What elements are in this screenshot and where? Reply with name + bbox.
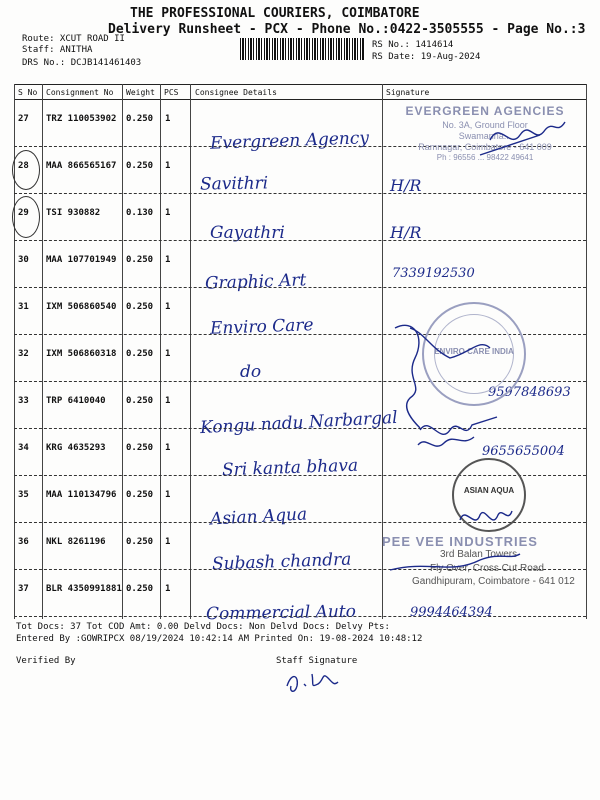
row-consignment: TRP 6410040 [46,396,106,406]
rs-date: RS Date: 19-Aug-2024 [372,52,481,62]
circle-mark [12,196,40,238]
row-pcs: 1 [165,537,171,547]
row-consignment: MAA 107701949 [46,255,117,265]
col-header-sno: S No [18,88,38,97]
signature-scribble [418,437,474,446]
row-consignee-handwritten: Enviro Care [209,315,314,339]
row-pcs: 1 [165,255,171,265]
signature-scribble [490,122,565,140]
col-divider [190,84,191,619]
row-consignee-handwritten: Graphic Art [204,270,307,294]
row-consignee-handwritten: Sri kanta bhava [221,455,359,481]
staff-signature-label: Staff Signature [276,656,358,666]
route-label: Route: XCUT ROAD II [22,34,125,44]
row-pcs: 1 [165,396,171,406]
col-divider [42,84,43,619]
col-header-consignee: Consignee Details [195,88,277,97]
table-top-rule [14,84,586,85]
row-consignee-handwritten: Subash chandra [211,549,352,575]
row-pcs: 1 [165,349,171,359]
circle-mark [12,150,40,190]
row-signature-note: 9597848693 [488,385,571,400]
company-name: THE PROFESSIONAL COURIERS, COIMBATORE [130,6,420,21]
row-consignee-handwritten: Savithri [199,173,269,195]
row-weight: 0.250 [126,396,154,406]
signature-scribble [395,325,420,428]
row-consignment: IXM 506860540 [46,302,117,312]
col-header-signature: Signature [386,88,430,97]
evergreen-stamp-line: No. 3A, Ground Floor [442,120,528,130]
row-consignee-handwritten: Evergreen Agency [209,128,370,154]
row-weight: 0.250 [126,443,154,453]
col-header-consignment: Consignment No [46,88,114,97]
signature-scribble [420,417,497,434]
row-consignment: MAA 110134796 [46,490,117,500]
signature-scribble [390,554,520,570]
pee-vee-stamp-line: 3rd Balan Towers [440,549,518,560]
staff-signature-scribble [282,666,362,694]
row-consignment: NKL 8261196 [46,537,106,547]
totals-line: Tot Docs: 37 Tot COD Amt: 0.00 Delvd Docs: Non Delvd Docs: Delvy Pts: [16,622,390,632]
row-pcs: 1 [165,302,171,312]
row-consignment: BLR 4350991881 [46,584,122,594]
row-signature-note: 7339192530 [392,266,475,281]
row-signature-note: 9655655004 [482,444,565,459]
row-weight: 0.250 [126,161,154,171]
rs-number: RS No.: 1414614 [372,40,454,50]
col-divider [122,84,123,619]
entered-by-line: Entered By :GOWRIPCX 08/19/2024 10:42:14 AM Printed On: 19-08-2024 10:48:12 [16,634,423,644]
row-consignee-handwritten: Kongu nadu Narbargal [199,407,399,439]
row-weight: 0.250 [126,302,154,312]
barcode [240,38,365,60]
row-consignment: MAA 866565167 [46,161,117,171]
row-signature-note: 9994464394 [410,605,493,620]
row-signature-note: H/R [390,223,422,242]
row-sno: 34 [18,443,29,453]
row-weight: 0.130 [126,208,154,218]
row-pcs: 1 [165,208,171,218]
row-sno: 37 [18,584,29,594]
row-weight: 0.250 [126,349,154,359]
evergreen-stamp-line: Ramnagar, Coimbatore - 641 009 [418,142,552,152]
row-consignment: TSI 930882 [46,208,101,218]
row-sno: 29 [18,208,29,218]
drs-number: DRS No.: DCJB141461403 [22,58,142,68]
row-sno: 35 [18,490,29,500]
pee-vee-stamp-line: Gandhipuram, Coimbatore - 641 012 [412,576,575,587]
runsheet-title: Delivery Runsheet - PCX - Phone No.:0422-3505555 - Page No.:3 [108,22,586,37]
col-header-pcs: PCS [164,88,179,97]
col-header-weight: Weight [126,88,155,97]
col-divider [160,84,161,619]
row-weight: 0.250 [126,490,154,500]
asian-stamp-name: ASIAN AQUA [463,486,515,495]
pee-vee-stamp-name: PEE VEE INDUSTRIES [382,534,538,549]
evergreen-stamp-name: EVERGREEN AGENCIES [405,104,565,118]
row-consignment: TRZ 110053902 [46,114,117,124]
signature-scribble [460,511,512,520]
row-weight: 0.250 [126,114,154,124]
row-sno: 33 [18,396,29,406]
row-sno: 31 [18,302,29,312]
enviro-stamp-name: ENVIRO CARE INDIA [434,347,514,356]
row-sno: 30 [18,255,29,265]
signature-scribbles [380,100,590,620]
row-weight: 0.250 [126,584,154,594]
staff-label: Staff: ANITHA [22,45,93,55]
row-consignee-handwritten: Commercial Auto [205,601,357,625]
signature-scribble [410,328,490,358]
row-pcs: 1 [165,490,171,500]
pee-vee-stamp-line: Fly Over, Cross Cut Road [430,563,544,574]
evergreen-stamp-line: Ph : 96556 ... 98422 49641 [436,153,534,162]
row-sno: 32 [18,349,29,359]
row-pcs: 1 [165,584,171,594]
row-weight: 0.250 [126,255,154,265]
row-sno: 27 [18,114,29,124]
row-consignee-handwritten: do [240,362,262,382]
evergreen-stamp-line: Swamanna... [458,131,512,141]
row-consignment: KRG 4635293 [46,443,106,453]
row-signature-note: H/R [390,176,422,195]
row-sno: 28 [18,161,29,171]
row-pcs: 1 [165,161,171,171]
row-weight: 0.250 [126,537,154,547]
row-consignee-handwritten: Gayathri [210,223,285,243]
row-consignee-handwritten: Asian Aqua [209,504,308,530]
row-pcs: 1 [165,443,171,453]
verified-by-label: Verified By [16,656,76,666]
row-sno: 36 [18,537,29,547]
row-consignment: IXM 506860318 [46,349,117,359]
row-pcs: 1 [165,114,171,124]
